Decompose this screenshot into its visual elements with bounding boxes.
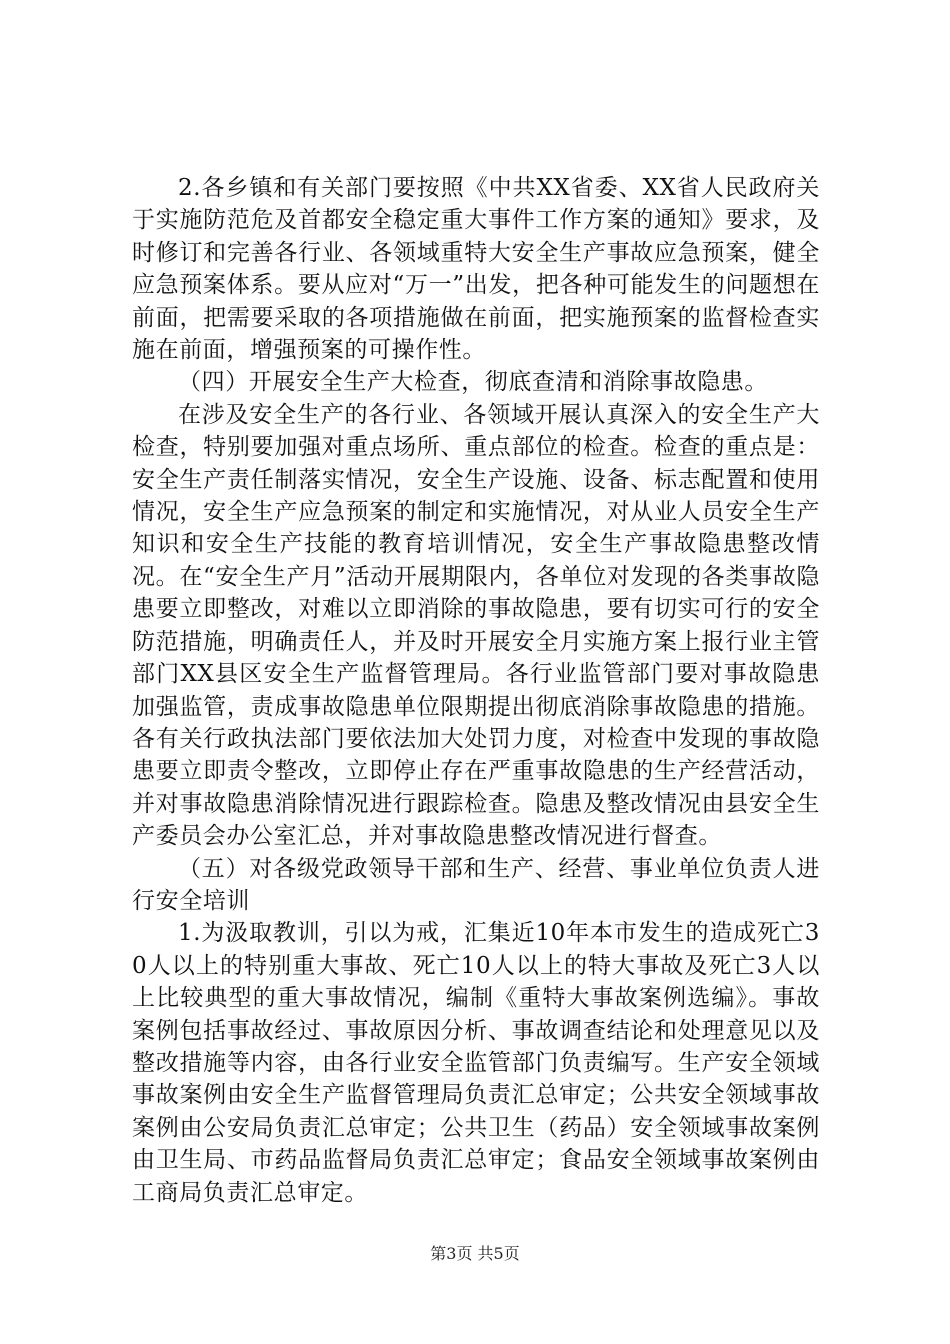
document-body	[132, 172, 820, 1209]
section-heading-5-safety-training: （五）对各级党政领导干部和生产、经营、事业单位负责人进行安全培训	[132, 855, 820, 914]
paragraph-item-2-revise-plans: 2.各乡镇和有关部门要按照《中共XX省委、XX省人民政府关于实施防范危及首都安全稳定重大事件工作方案的通知》要求，及时修订和完善各行业、各领域重特大安全生产事故应急预案，健全应急预案体系。要从应对“万一”出发，把各种可能发生的问题想在前面，把需要采取的各项措施做在前面，把实施预案的监督检查实施在前面，增强预案的可操作性。	[132, 175, 820, 364]
page-number-footer: 第3页 共5页	[430, 1244, 520, 1263]
section-heading-4-safety-inspection: （四）开展安全生产大检查，彻底查清和消除事故隐患。	[178, 369, 768, 396]
paragraph-item-1-case-compilation: 1.为汲取教训，引以为戒，汇集近10年本市发生的造成死亡30人以上的特别重大事故、死亡10人以上的特大事故及死亡3人以上比较典型的重大事故情况，编制《重特大事故案例选编》。事故案例包括事故经过、事故原因分析、事故调查结论和处理意见以及整改措施等内容，由各行业安全监管部门负责编写。生产安全领域事故案例由安全生产监督管理局负责汇总审定；公共安全领域事故案例由公安局负责汇总审定；公共卫生（药品）安全领域事故案例由卫生局、市药品监督局负责汇总审定；食品安全领域事故案例由工商局负责汇总审定。	[132, 920, 820, 1206]
paragraph-safety-inspection: 在涉及安全生产的各行业、各领域开展认真深入的安全生产大检查，特别要加强对重点场所、重点部位的检查。检查的重点是：安全生产责任制落实情况，安全生产设施、设备、标志配置和使用情况，安全生产应急预案的制定和实施情况，对从业人员安全生产知识和安全生产技能的教育培训情况，安全生产事故隐患整改情况。在“安全生产月”活动开展期限内，各单位对发现的各类事故隐患要立即整改，对难以立即消除的事故隐患，要有切实可行的安全防范措施，明确责任人，并及时开展安全月实施方案上报行业主管部门XX县区安全生产监督管理局。各行业监管部门要对事故隐患加强监管，责成事故隐患单位限期提出彻底消除事故隐患的措施。各有关行政执法部门要依法加大处罚力度，对检查中发现的事故隐患要立即责令整改，立即停止存在严重事故隐患的生产经营活动，并对事故隐患消除情况进行跟踪检查。隐患及整改情况由县安全生产委员会办公室汇总，并对事故隐患整改情况进行督查。	[132, 401, 820, 850]
